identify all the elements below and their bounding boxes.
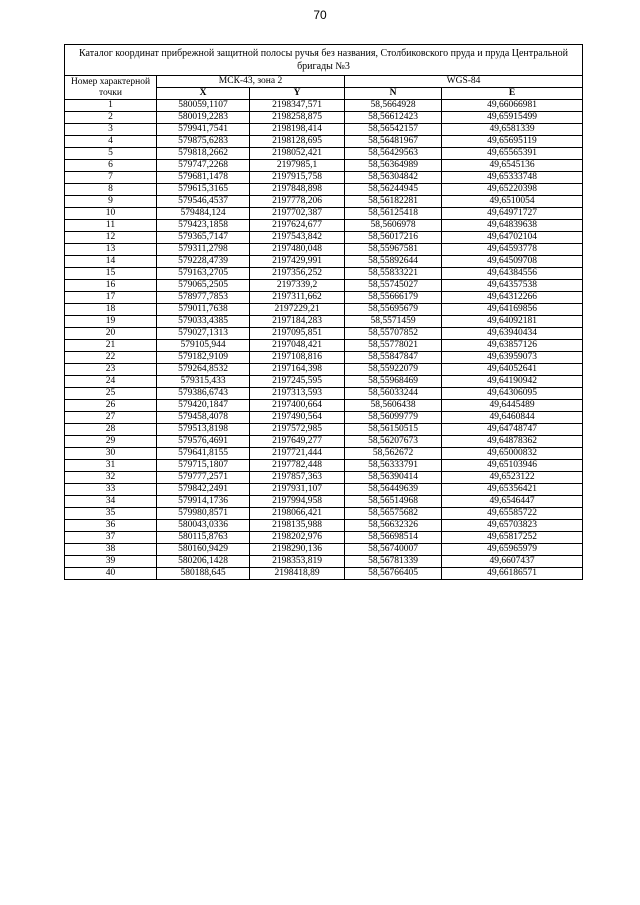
point-number-cell: 16 — [65, 280, 157, 292]
y-cell: 2198258,875 — [250, 112, 345, 124]
e-cell: 49,65703823 — [442, 520, 583, 532]
point-number-cell: 9 — [65, 196, 157, 208]
n-cell: 58,56304842 — [345, 172, 442, 184]
e-cell: 49,65585722 — [442, 508, 583, 520]
table-row — [65, 496, 583, 508]
x-cell: 580206,1428 — [157, 556, 250, 568]
y-cell: 2198202,976 — [250, 532, 345, 544]
y-cell: 2198135,988 — [250, 520, 345, 532]
e-cell: 49,64748747 — [442, 424, 583, 436]
x-cell: 579065,2505 — [157, 280, 250, 292]
n-cell: 58,55892644 — [345, 256, 442, 268]
table-row — [65, 184, 583, 196]
table-row — [65, 424, 583, 436]
n-cell: 58,56449639 — [345, 484, 442, 496]
point-number-cell: 20 — [65, 328, 157, 340]
e-cell: 49,65915499 — [442, 112, 583, 124]
point-number-cell: 26 — [65, 400, 157, 412]
x-cell: 579513,8198 — [157, 424, 250, 436]
y-cell: 2197994,958 — [250, 496, 345, 508]
y-cell: 2198347,571 — [250, 100, 345, 112]
y-cell: 2197311,662 — [250, 292, 345, 304]
table-row — [65, 148, 583, 160]
e-cell: 49,6523122 — [442, 472, 583, 484]
column-e-header: E — [442, 88, 583, 100]
x-cell: 580188,645 — [157, 568, 250, 580]
n-cell: 58,56244945 — [345, 184, 442, 196]
y-cell: 2197108,816 — [250, 352, 345, 364]
y-cell: 2197480,048 — [250, 244, 345, 256]
table-row — [65, 484, 583, 496]
n-cell: 58,5664928 — [345, 100, 442, 112]
n-cell: 58,55968469 — [345, 376, 442, 388]
e-cell: 49,64839638 — [442, 220, 583, 232]
n-cell: 58,56766405 — [345, 568, 442, 580]
x-cell: 580019,2283 — [157, 112, 250, 124]
y-cell: 2197095,851 — [250, 328, 345, 340]
coordinates-table — [64, 44, 583, 580]
x-cell: 579311,2798 — [157, 244, 250, 256]
table-row — [65, 436, 583, 448]
n-cell: 58,56182281 — [345, 196, 442, 208]
y-cell: 2197624,677 — [250, 220, 345, 232]
e-cell: 49,6460844 — [442, 412, 583, 424]
point-number-cell: 27 — [65, 412, 157, 424]
x-cell: 579818,2662 — [157, 148, 250, 160]
e-cell: 49,64312266 — [442, 292, 583, 304]
table-row — [65, 400, 583, 412]
wgs-84-header: WGS-84 — [345, 76, 583, 88]
y-cell: 2197184,283 — [250, 316, 345, 328]
y-cell: 2198052,421 — [250, 148, 345, 160]
point-number-cell: 34 — [65, 496, 157, 508]
point-number-cell: 40 — [65, 568, 157, 580]
point-number-cell: 10 — [65, 208, 157, 220]
e-cell: 49,64971727 — [442, 208, 583, 220]
x-cell: 579641,8155 — [157, 448, 250, 460]
point-number-cell: 31 — [65, 460, 157, 472]
n-cell: 58,56698514 — [345, 532, 442, 544]
e-cell: 49,64357538 — [442, 280, 583, 292]
x-cell: 579182,9109 — [157, 352, 250, 364]
n-cell: 58,56481967 — [345, 136, 442, 148]
x-cell: 579546,4537 — [157, 196, 250, 208]
n-cell: 58,56740007 — [345, 544, 442, 556]
y-cell: 2197490,564 — [250, 412, 345, 424]
table-row — [65, 508, 583, 520]
y-cell: 2197985,1 — [250, 160, 345, 172]
table-row — [65, 328, 583, 340]
x-cell: 579715,1807 — [157, 460, 250, 472]
x-cell: 579011,7638 — [157, 304, 250, 316]
e-cell: 49,65356421 — [442, 484, 583, 496]
y-cell: 2197702,387 — [250, 208, 345, 220]
point-number-header: Номер характерной точки — [65, 76, 157, 100]
y-cell: 2197778,206 — [250, 196, 345, 208]
x-cell: 579033,4385 — [157, 316, 250, 328]
y-cell: 2197429,991 — [250, 256, 345, 268]
x-cell: 579914,1736 — [157, 496, 250, 508]
x-cell: 579105,944 — [157, 340, 250, 352]
e-cell: 49,64306095 — [442, 388, 583, 400]
n-cell: 58,56429563 — [345, 148, 442, 160]
point-number-cell: 37 — [65, 532, 157, 544]
x-cell: 579777,2571 — [157, 472, 250, 484]
y-cell: 2197229,21 — [250, 304, 345, 316]
n-cell: 58,562672 — [345, 448, 442, 460]
point-number-cell: 4 — [65, 136, 157, 148]
x-cell: 579386,6743 — [157, 388, 250, 400]
table-row — [65, 412, 583, 424]
x-cell: 579615,3165 — [157, 184, 250, 196]
x-cell: 579423,1858 — [157, 220, 250, 232]
x-cell: 580115,8763 — [157, 532, 250, 544]
x-cell: 579163,2705 — [157, 268, 250, 280]
n-cell: 58,56575682 — [345, 508, 442, 520]
n-cell: 58,56125418 — [345, 208, 442, 220]
table-row — [65, 532, 583, 544]
table-row — [65, 268, 583, 280]
y-cell: 2198066,421 — [250, 508, 345, 520]
n-cell: 58,56390414 — [345, 472, 442, 484]
e-cell: 49,66186571 — [442, 568, 583, 580]
e-cell: 49,64593778 — [442, 244, 583, 256]
e-cell: 49,65965979 — [442, 544, 583, 556]
n-cell: 58,56612423 — [345, 112, 442, 124]
y-cell: 2197931,107 — [250, 484, 345, 496]
point-number-cell: 36 — [65, 520, 157, 532]
x-cell: 579576,4691 — [157, 436, 250, 448]
e-cell: 49,64190942 — [442, 376, 583, 388]
table-row — [65, 460, 583, 472]
x-cell: 579484,124 — [157, 208, 250, 220]
n-cell: 58,56632326 — [345, 520, 442, 532]
n-cell: 58,55745027 — [345, 280, 442, 292]
n-cell: 58,55707852 — [345, 328, 442, 340]
y-cell: 2197356,252 — [250, 268, 345, 280]
e-cell: 49,65695119 — [442, 136, 583, 148]
e-cell: 49,63857126 — [442, 340, 583, 352]
y-cell: 2197313,593 — [250, 388, 345, 400]
column-x-header: X — [157, 88, 250, 100]
n-cell: 58,5571459 — [345, 316, 442, 328]
e-cell: 49,65565391 — [442, 148, 583, 160]
table-row — [65, 316, 583, 328]
x-cell: 579264,8532 — [157, 364, 250, 376]
point-number-cell: 21 — [65, 340, 157, 352]
e-cell: 49,65220398 — [442, 184, 583, 196]
e-cell: 49,65000832 — [442, 448, 583, 460]
point-number-cell: 32 — [65, 472, 157, 484]
e-cell: 49,63959073 — [442, 352, 583, 364]
n-cell: 58,56781339 — [345, 556, 442, 568]
e-cell: 49,6546447 — [442, 496, 583, 508]
y-cell: 2197721,444 — [250, 448, 345, 460]
table-row — [65, 352, 583, 364]
x-cell: 579980,8571 — [157, 508, 250, 520]
e-cell: 49,65817252 — [442, 532, 583, 544]
e-cell: 49,6510054 — [442, 196, 583, 208]
page-number: 70 — [313, 8, 327, 22]
e-cell: 49,6545136 — [442, 160, 583, 172]
n-cell: 58,5606978 — [345, 220, 442, 232]
e-cell: 49,64169856 — [442, 304, 583, 316]
x-cell: 579315,433 — [157, 376, 250, 388]
table-row — [65, 136, 583, 148]
table-row — [65, 232, 583, 244]
point-number-cell: 5 — [65, 148, 157, 160]
e-cell: 49,65333748 — [442, 172, 583, 184]
point-number-cell: 29 — [65, 436, 157, 448]
n-cell: 58,56333791 — [345, 460, 442, 472]
y-cell: 2198128,695 — [250, 136, 345, 148]
y-cell: 2197164,398 — [250, 364, 345, 376]
table-row — [65, 448, 583, 460]
table-row — [65, 556, 583, 568]
e-cell: 49,64509708 — [442, 256, 583, 268]
point-number-cell: 12 — [65, 232, 157, 244]
y-cell: 2198290,136 — [250, 544, 345, 556]
table-row — [65, 340, 583, 352]
y-cell: 2197782,448 — [250, 460, 345, 472]
x-cell: 579365,7147 — [157, 232, 250, 244]
e-cell: 49,64702104 — [442, 232, 583, 244]
n-cell: 58,56150515 — [345, 424, 442, 436]
e-cell: 49,64052641 — [442, 364, 583, 376]
n-cell: 58,55833221 — [345, 268, 442, 280]
x-cell: 579941,7541 — [157, 124, 250, 136]
x-cell: 579458,4078 — [157, 412, 250, 424]
n-cell: 58,55778021 — [345, 340, 442, 352]
y-cell: 2197572,985 — [250, 424, 345, 436]
table-row — [65, 520, 583, 532]
point-number-cell: 23 — [65, 364, 157, 376]
table-caption: Каталог координат прибрежной защитной полосы ручья без названия, Столбиковского пруда и пруда Центральной бригады №3 — [65, 45, 583, 76]
n-cell: 58,55847847 — [345, 352, 442, 364]
caption-row — [65, 45, 583, 76]
table-row — [65, 244, 583, 256]
x-cell: 579420,1847 — [157, 400, 250, 412]
point-number-cell: 35 — [65, 508, 157, 520]
y-cell: 2198198,414 — [250, 124, 345, 136]
e-cell: 49,66066981 — [442, 100, 583, 112]
point-number-cell: 28 — [65, 424, 157, 436]
group-header-row — [65, 76, 583, 88]
n-cell: 58,56033244 — [345, 388, 442, 400]
y-cell: 2198353,819 — [250, 556, 345, 568]
n-cell: 58,56017216 — [345, 232, 442, 244]
point-number-cell: 17 — [65, 292, 157, 304]
n-cell: 58,55922079 — [345, 364, 442, 376]
table-body — [65, 100, 583, 580]
point-number-cell: 24 — [65, 376, 157, 388]
point-number-cell: 11 — [65, 220, 157, 232]
point-number-cell: 13 — [65, 244, 157, 256]
point-number-cell: 30 — [65, 448, 157, 460]
table-row — [65, 304, 583, 316]
e-cell: 49,65103946 — [442, 460, 583, 472]
point-number-cell: 14 — [65, 256, 157, 268]
point-number-cell: 1 — [65, 100, 157, 112]
x-cell: 580059,1107 — [157, 100, 250, 112]
point-number-cell: 25 — [65, 388, 157, 400]
table-row — [65, 568, 583, 580]
x-cell: 579228,4739 — [157, 256, 250, 268]
n-cell: 58,56099779 — [345, 412, 442, 424]
e-cell: 49,64384556 — [442, 268, 583, 280]
e-cell: 49,64878362 — [442, 436, 583, 448]
y-cell: 2197048,421 — [250, 340, 345, 352]
y-cell: 2198418,89 — [250, 568, 345, 580]
msk-43-header: МСК-43, зона 2 — [157, 76, 345, 88]
column-y-header: Y — [250, 88, 345, 100]
n-cell: 58,56514968 — [345, 496, 442, 508]
table-row — [65, 472, 583, 484]
table-row — [65, 292, 583, 304]
table-row — [65, 160, 583, 172]
y-cell: 2197649,277 — [250, 436, 345, 448]
e-cell: 49,6445489 — [442, 400, 583, 412]
x-cell: 579842,2491 — [157, 484, 250, 496]
x-cell: 579747,2268 — [157, 160, 250, 172]
table-row — [65, 124, 583, 136]
y-cell: 2197848,898 — [250, 184, 345, 196]
n-cell: 58,56207673 — [345, 436, 442, 448]
table-row — [65, 256, 583, 268]
x-cell: 579875,6283 — [157, 136, 250, 148]
table-row — [65, 376, 583, 388]
table-row — [65, 220, 583, 232]
n-cell: 58,56542157 — [345, 124, 442, 136]
point-number-cell: 15 — [65, 268, 157, 280]
point-number-cell: 8 — [65, 184, 157, 196]
table-row — [65, 196, 583, 208]
table-row — [65, 280, 583, 292]
point-number-cell: 7 — [65, 172, 157, 184]
column-n-header: N — [345, 88, 442, 100]
e-cell: 49,6607437 — [442, 556, 583, 568]
n-cell: 58,5606438 — [345, 400, 442, 412]
table-row — [65, 172, 583, 184]
point-number-cell: 19 — [65, 316, 157, 328]
x-cell: 579681,1478 — [157, 172, 250, 184]
point-number-cell: 3 — [65, 124, 157, 136]
y-cell: 2197339,2 — [250, 280, 345, 292]
n-cell: 58,55695679 — [345, 304, 442, 316]
n-cell: 58,55967581 — [345, 244, 442, 256]
x-cell: 580043,0336 — [157, 520, 250, 532]
y-cell: 2197915,758 — [250, 172, 345, 184]
y-cell: 2197543,842 — [250, 232, 345, 244]
point-number-cell: 33 — [65, 484, 157, 496]
table-row — [65, 112, 583, 124]
point-number-cell: 2 — [65, 112, 157, 124]
y-cell: 2197400,664 — [250, 400, 345, 412]
point-number-cell: 6 — [65, 160, 157, 172]
table-row — [65, 364, 583, 376]
y-cell: 2197245,595 — [250, 376, 345, 388]
e-cell: 49,64092181 — [442, 316, 583, 328]
table-row — [65, 208, 583, 220]
e-cell: 49,63940434 — [442, 328, 583, 340]
e-cell: 49,6581339 — [442, 124, 583, 136]
table-row — [65, 100, 583, 112]
x-cell: 580160,9429 — [157, 544, 250, 556]
x-cell: 578977,7853 — [157, 292, 250, 304]
table-row — [65, 388, 583, 400]
n-cell: 58,55666179 — [345, 292, 442, 304]
n-cell: 58,56364989 — [345, 160, 442, 172]
x-cell: 579027,1313 — [157, 328, 250, 340]
table-row — [65, 544, 583, 556]
point-number-cell: 22 — [65, 352, 157, 364]
point-number-cell: 38 — [65, 544, 157, 556]
point-number-cell: 39 — [65, 556, 157, 568]
point-number-cell: 18 — [65, 304, 157, 316]
y-cell: 2197857,363 — [250, 472, 345, 484]
